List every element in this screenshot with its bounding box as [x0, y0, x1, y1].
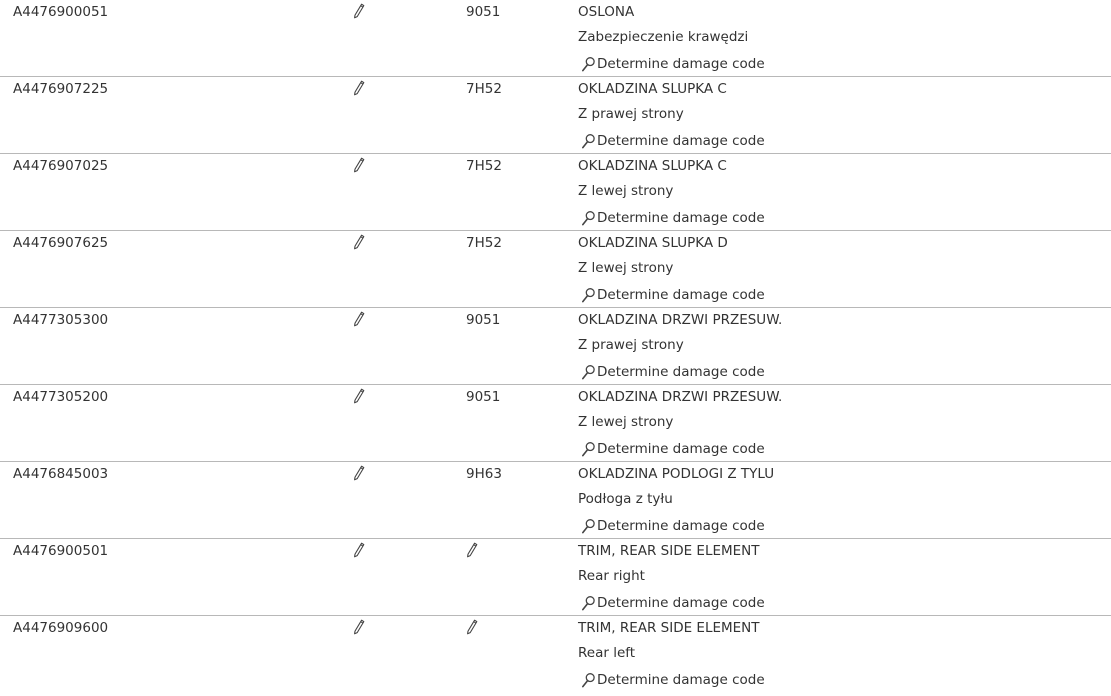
pencil-icon[interactable]: [353, 388, 365, 404]
damage-link-label: Determine damage code: [597, 287, 765, 304]
part-title: OKLADZINA DRZWI PRZESUW.: [578, 389, 783, 405]
part-description: [578, 619, 765, 693]
part-subtitle: Z prawej strony: [578, 105, 684, 122]
damage-link-label: Determine damage code: [597, 518, 765, 535]
part-title: OSLONA: [578, 4, 635, 20]
search-icon: [581, 672, 596, 688]
part-description: [578, 80, 765, 154]
determine-damage-code-link[interactable]: [578, 283, 765, 308]
code-value: 7H52: [466, 81, 502, 97]
search-icon: [581, 364, 596, 380]
part-description: [578, 542, 765, 616]
damage-link-label: Determine damage code: [597, 210, 765, 227]
pencil-icon[interactable]: [353, 3, 365, 19]
code-value: 9051: [466, 4, 501, 20]
part-number: A4476900051: [13, 4, 109, 20]
damage-link-label: Determine damage code: [597, 133, 765, 150]
part-number: A4476909600: [13, 620, 109, 636]
part-number: A4476907625: [13, 235, 109, 251]
damage-link-label: Determine damage code: [597, 56, 765, 73]
part-number: A4476907225: [13, 81, 109, 97]
part-title: OKLADZINA SLUPKA C: [578, 158, 727, 174]
part-description: [578, 311, 782, 385]
part-description: [578, 157, 765, 231]
part-description: [578, 234, 765, 308]
part-number: A4477305200: [13, 389, 109, 405]
part-title: OKLADZINA SLUPKA D: [578, 235, 728, 251]
part-subtitle: Zabezpieczenie krawędzi: [578, 28, 749, 45]
determine-damage-code-link[interactable]: [578, 52, 765, 77]
pencil-icon[interactable]: [353, 465, 365, 481]
search-icon: [581, 287, 596, 303]
part-description: [578, 465, 774, 539]
table-row: [0, 154, 1111, 231]
part-description: [578, 388, 782, 462]
table-row: [0, 308, 1111, 385]
pencil-icon[interactable]: [353, 542, 365, 558]
determine-damage-code-link[interactable]: [578, 437, 782, 462]
search-icon: [581, 441, 596, 457]
code-value: 9051: [466, 312, 501, 328]
pencil-icon[interactable]: [466, 619, 478, 635]
part-title: OKLADZINA PODLOGI Z TYLU: [578, 466, 775, 482]
search-icon: [581, 56, 596, 72]
damage-link-label: Determine damage code: [597, 441, 765, 458]
table-row: [0, 462, 1111, 539]
part-number: A4476907025: [13, 158, 109, 174]
part-number: A4476845003: [13, 466, 109, 482]
determine-damage-code-link[interactable]: [578, 514, 774, 539]
part-title: OKLADZINA DRZWI PRZESUW.: [578, 312, 783, 328]
damage-link-label: Determine damage code: [597, 595, 765, 612]
pencil-icon[interactable]: [353, 80, 365, 96]
code-value: 9051: [466, 389, 501, 405]
damage-link-label: Determine damage code: [597, 364, 765, 381]
part-subtitle: Podłoga z tyłu: [578, 490, 673, 507]
code-value: 7H52: [466, 235, 502, 251]
table-row: [0, 231, 1111, 308]
part-subtitle: Rear left: [578, 644, 636, 661]
search-icon: [581, 518, 596, 534]
part-title: TRIM, REAR SIDE ELEMENT: [578, 543, 760, 559]
pencil-icon[interactable]: [353, 234, 365, 250]
part-subtitle: Rear right: [578, 567, 645, 584]
part-description: [578, 3, 765, 77]
table-row: [0, 539, 1111, 616]
table-row: [0, 0, 1111, 77]
pencil-icon[interactable]: [353, 157, 365, 173]
part-title: OKLADZINA SLUPKA C: [578, 81, 727, 97]
table-row: [0, 385, 1111, 462]
damage-link-label: Determine damage code: [597, 672, 765, 689]
determine-damage-code-link[interactable]: [578, 360, 782, 385]
search-icon: [581, 595, 596, 611]
pencil-icon[interactable]: [466, 542, 478, 558]
determine-damage-code-link[interactable]: [578, 668, 765, 693]
pencil-icon[interactable]: [353, 311, 365, 327]
part-subtitle: Z lewej strony: [578, 182, 674, 199]
determine-damage-code-link[interactable]: [578, 129, 765, 154]
search-icon: [581, 210, 596, 226]
search-icon: [581, 133, 596, 149]
part-number: A4477305300: [13, 312, 109, 328]
part-subtitle: Z lewej strony: [578, 413, 674, 430]
determine-damage-code-link[interactable]: [578, 206, 765, 231]
table-row: [0, 616, 1111, 693]
code-value: 7H52: [466, 158, 502, 174]
pencil-icon[interactable]: [353, 619, 365, 635]
table-row: [0, 77, 1111, 154]
part-subtitle: Z prawej strony: [578, 336, 684, 353]
part-subtitle: Z lewej strony: [578, 259, 674, 276]
part-number: A4476900501: [13, 543, 109, 559]
part-title: TRIM, REAR SIDE ELEMENT: [578, 620, 760, 636]
code-value: 9H63: [466, 466, 502, 482]
determine-damage-code-link[interactable]: [578, 591, 765, 616]
